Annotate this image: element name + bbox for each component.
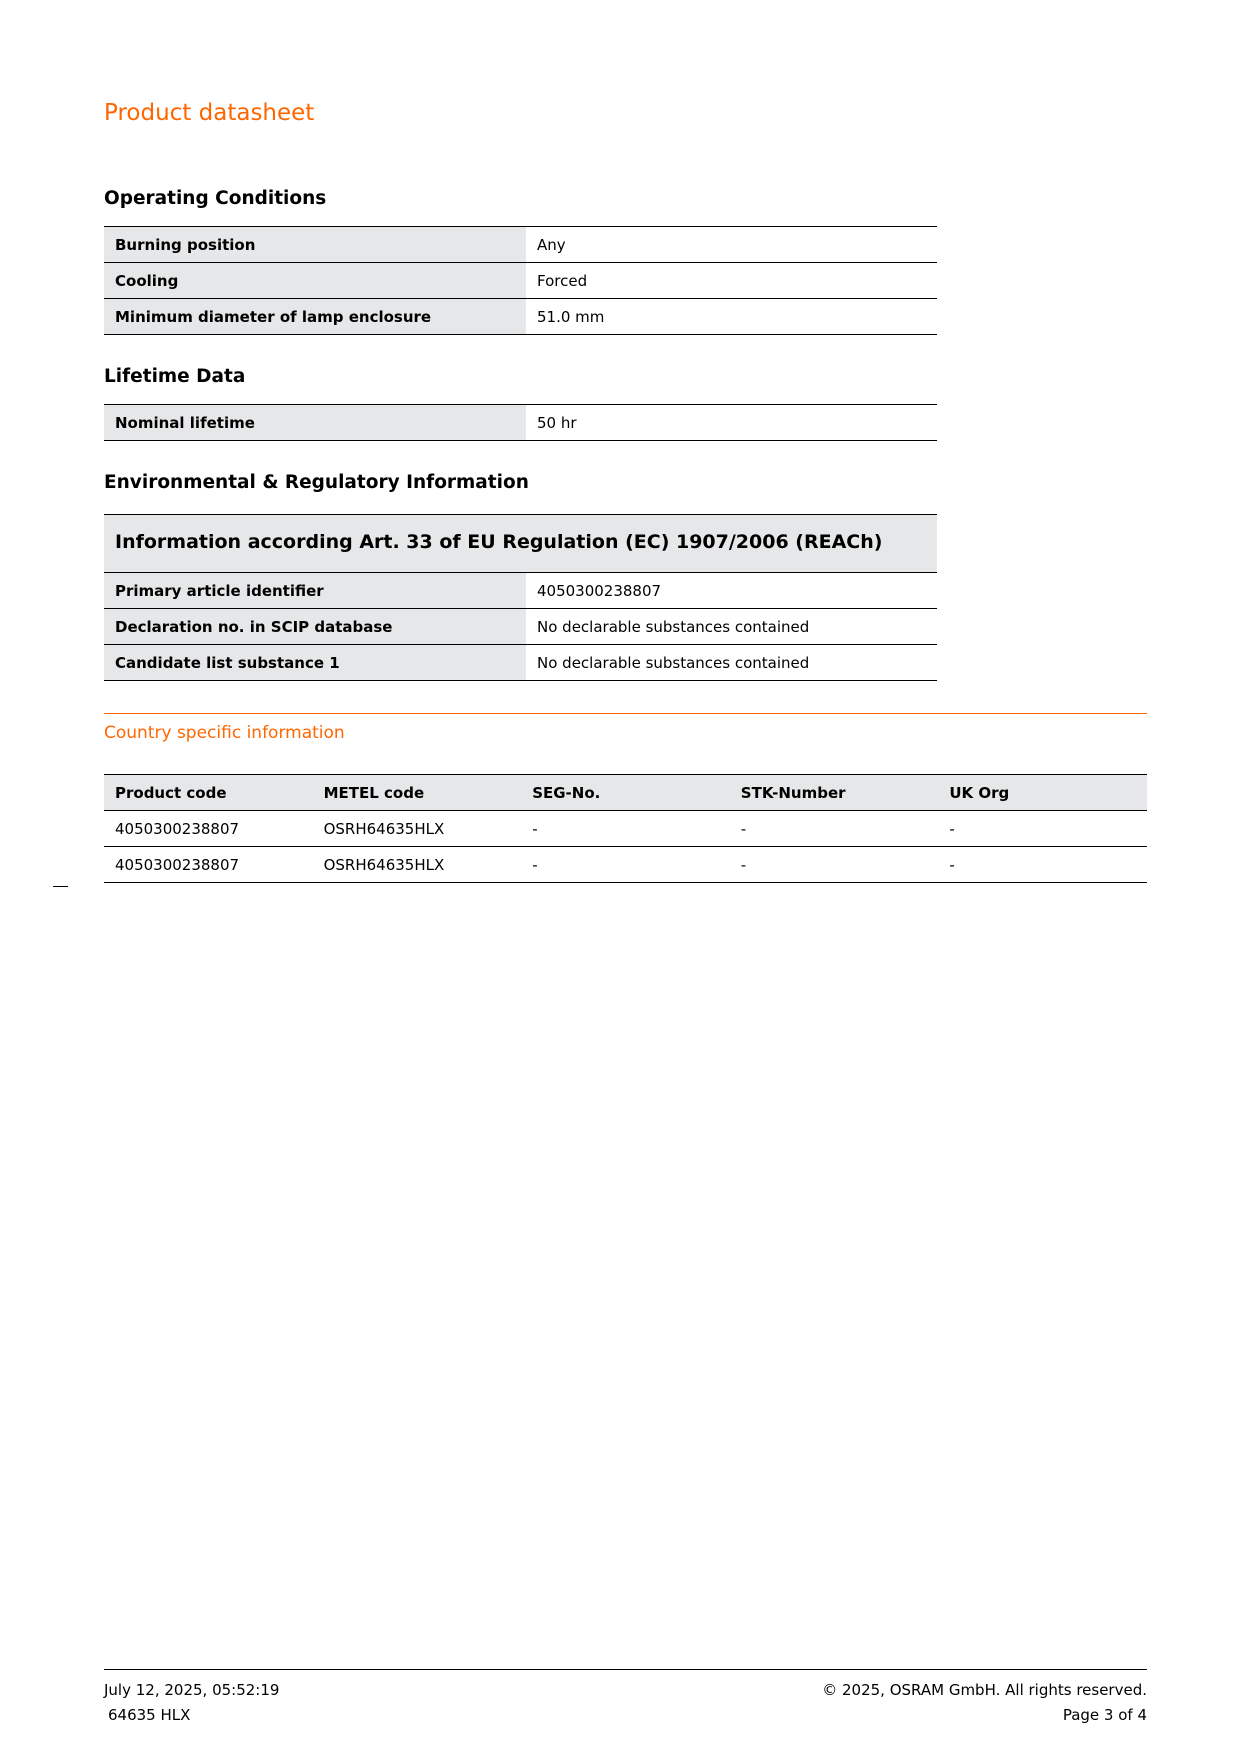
- column-header: UK Org: [938, 775, 1147, 811]
- operating-conditions-heading: Operating Conditions: [104, 188, 327, 209]
- table-cell: OSRH64635HLX: [313, 811, 522, 847]
- table-header-row: [104, 775, 1147, 811]
- row-value: No declarable substances contained: [526, 645, 937, 681]
- table-row: [104, 645, 937, 681]
- table-cell: OSRH64635HLX: [313, 847, 522, 883]
- row-value: Any: [526, 227, 937, 263]
- table-row: [104, 227, 937, 263]
- row-value: 51.0 mm: [526, 299, 937, 335]
- row-label: Nominal lifetime: [104, 405, 526, 441]
- table-cell: 4050300238807: [104, 847, 313, 883]
- row-value: Forced: [526, 263, 937, 299]
- row-label: Primary article identifier: [104, 573, 526, 609]
- reach-title-box: [104, 514, 937, 573]
- table-row: [104, 847, 1147, 883]
- section-divider: [104, 713, 1147, 714]
- column-header: STK-Number: [730, 775, 939, 811]
- table-row: [104, 811, 1147, 847]
- table-row: [104, 299, 937, 335]
- table-cell: 4050300238807: [104, 811, 313, 847]
- country-info-table: [104, 774, 1147, 883]
- table-cell: -: [521, 811, 730, 847]
- reach-table: [104, 573, 937, 681]
- column-header: SEG-No.: [521, 775, 730, 811]
- table-cell: -: [938, 811, 1147, 847]
- row-label: Burning position: [104, 227, 526, 263]
- table-row: [104, 263, 937, 299]
- footer-timestamp: July 12, 2025, 05:52:19: [104, 1681, 280, 1699]
- table-row: [104, 609, 937, 645]
- operating-conditions-table: [104, 226, 937, 335]
- table-row: [104, 405, 937, 441]
- row-value: 50 hr: [526, 405, 937, 441]
- country-info-title: Country specific information: [104, 723, 345, 743]
- row-label: Declaration no. in SCIP database: [104, 609, 526, 645]
- footer-page-number: Page 3 of 4: [1062, 1706, 1147, 1724]
- column-header: METEL code: [313, 775, 522, 811]
- margin-mark: [53, 886, 68, 887]
- table-cell: -: [730, 847, 939, 883]
- lifetime-data-table: [104, 404, 937, 441]
- row-value: 4050300238807: [526, 573, 937, 609]
- footer-divider: [104, 1669, 1147, 1670]
- table-row: [104, 573, 937, 609]
- row-label: Candidate list substance 1: [104, 645, 526, 681]
- table-cell: -: [521, 847, 730, 883]
- page-title: Product datasheet: [104, 100, 315, 126]
- row-value: No declarable substances contained: [526, 609, 937, 645]
- table-cell: -: [730, 811, 939, 847]
- lifetime-data-heading: Lifetime Data: [104, 366, 246, 387]
- table-cell: -: [938, 847, 1147, 883]
- environmental-heading: Environmental & Regulatory Information: [104, 472, 529, 493]
- reach-title: Information according Art. 33 of EU Regulation (EC) 1907/2006 (REACh): [115, 531, 883, 553]
- footer-product: 64635 HLX: [108, 1706, 191, 1724]
- column-header: Product code: [104, 775, 313, 811]
- footer-copyright: © 2025, OSRAM GmbH. All rights reserved.: [822, 1681, 1147, 1699]
- row-label: Minimum diameter of lamp enclosure: [104, 299, 526, 335]
- row-label: Cooling: [104, 263, 526, 299]
